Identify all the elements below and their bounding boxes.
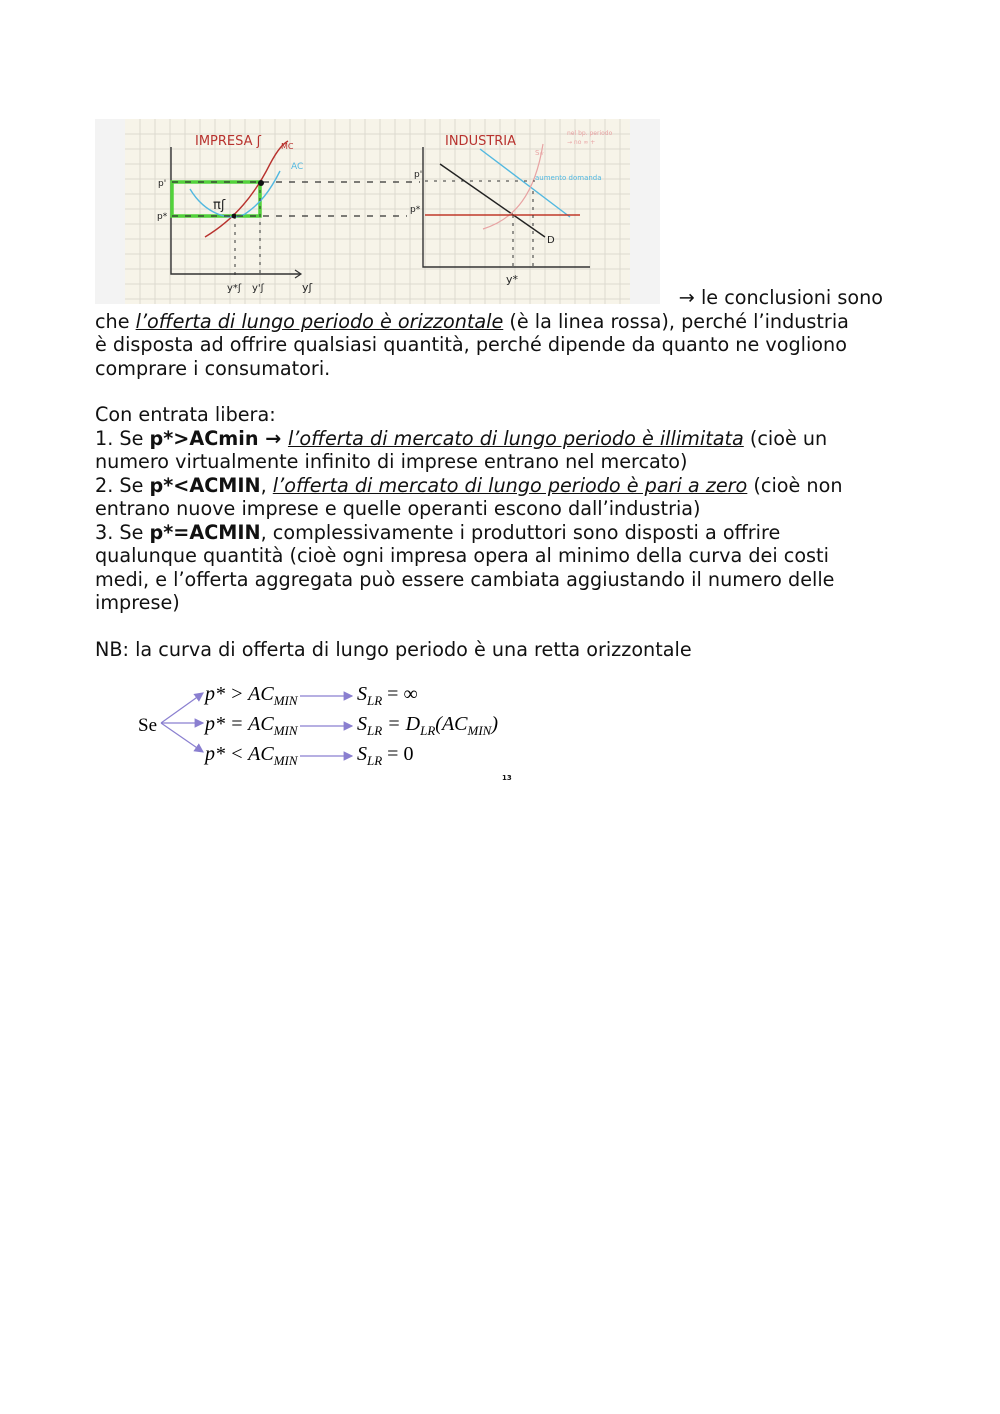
svg-text:MC: MC xyxy=(281,142,294,151)
page-number: 13 xyxy=(502,774,512,782)
formula-diagram xyxy=(135,676,515,776)
svg-text:IMPRESA ʃ: IMPRESA ʃ xyxy=(195,134,262,149)
list-item: 2. Se p*<ACMIN, l’offerta di mercato di lungo periodo è pari a zero (cioè non xyxy=(95,473,843,497)
svg-text:Sₛᵣ: Sₛᵣ xyxy=(535,149,544,157)
svg-text:p': p' xyxy=(158,179,167,189)
formula-row-1 xyxy=(203,683,418,708)
se-label: Se xyxy=(138,715,157,736)
list-item: 1. Se p*>ACmin → l’offerta di mercato di lungo periodo è illimitata (cioè un xyxy=(95,426,828,450)
arrow-icon: → xyxy=(258,426,288,450)
svg-text:→ no ∞ +: → no ∞ + xyxy=(567,139,596,146)
free-entry-list: Con entrata libera: 1. Se p*>ACmin → l’offerta di mercato di lungo periodo è illimitata (cioè un numero virtualmente infinito di imprese entrano nel mercato) 2. Se p*<ACMIN, l’offerta di mercato di lungo periodo è pari a zero (cioè non entrano nuove imprese e quelle operanti escono dall’industria) 3. Se p*=ACMIN, complessivamente i produttori sono disposti a offrire qualunque quantità (cioè ogni impresa opera al minimo della curva dei costi medi, e l’offerta aggregata può essere cambiata aggiustando il numero delle imprese) xyxy=(95,403,895,615)
svg-text:y*: y* xyxy=(506,273,519,286)
svg-text:SLR = ∞: $S_{LR}$ = ∞ xyxy=(357,683,418,708)
svg-text:AC: AC xyxy=(291,162,304,172)
list-heading: Con entrata libera: xyxy=(95,403,276,426)
svg-text:p': p' xyxy=(414,170,423,180)
list-item: 3. Se p*=ACMIN, complessivamente i produttori sono disposti a offrire xyxy=(95,520,781,544)
svg-text:INDUSTRIA: INDUSTRIA xyxy=(445,134,517,149)
key-phrase: l’offerta di lungo periodo è orizzontale xyxy=(135,309,504,333)
svg-text:aumento domanda: aumento domanda xyxy=(535,174,602,182)
svg-text:p*: p* xyxy=(410,205,421,215)
hand-drawn-graph xyxy=(95,119,660,304)
svg-text:nel bp. periodo: nel bp. periodo xyxy=(567,130,613,137)
svg-text:p* > ACMIN: $p* > AC_{MIN}$ xyxy=(205,683,298,708)
conclusions-paragraph: → le conclusioni sono che l’offerta di lungo periodo è orizzontale (è la linea rossa), perché l’industria è disposta ad offrire qualsiasi quantità, perché dipende da quanto ne vogliono comprare i consumatori. xyxy=(95,286,883,380)
svg-text:yʃ: yʃ xyxy=(302,281,313,294)
formula-row-2 xyxy=(203,713,498,738)
svg-text:SLR = DLR(ACMIN): $S_{LR} = D_{LR}(AC_{MIN})$ xyxy=(357,713,499,738)
svg-text:SLR = 0: $S_{LR} = 0$ xyxy=(357,743,414,768)
svg-text:p* < ACMIN: $p* < AC_{MIN}$ xyxy=(205,743,298,768)
svg-text:πʃ: πʃ xyxy=(213,198,226,213)
svg-text:p* = ACMIN: $p* = AC_{MIN}$ xyxy=(205,713,298,738)
formula-row-3 xyxy=(203,743,413,768)
svg-text:D: D xyxy=(547,235,555,246)
svg-text:y'ʃ: y'ʃ xyxy=(252,283,265,294)
arrow-icon: → xyxy=(678,286,695,309)
nb-note: NB: la curva di offerta di lungo periodo è una retta orizzontale xyxy=(95,638,692,661)
svg-text:p*: p* xyxy=(157,212,168,222)
svg-text:y*ʃ: y*ʃ xyxy=(227,283,242,294)
